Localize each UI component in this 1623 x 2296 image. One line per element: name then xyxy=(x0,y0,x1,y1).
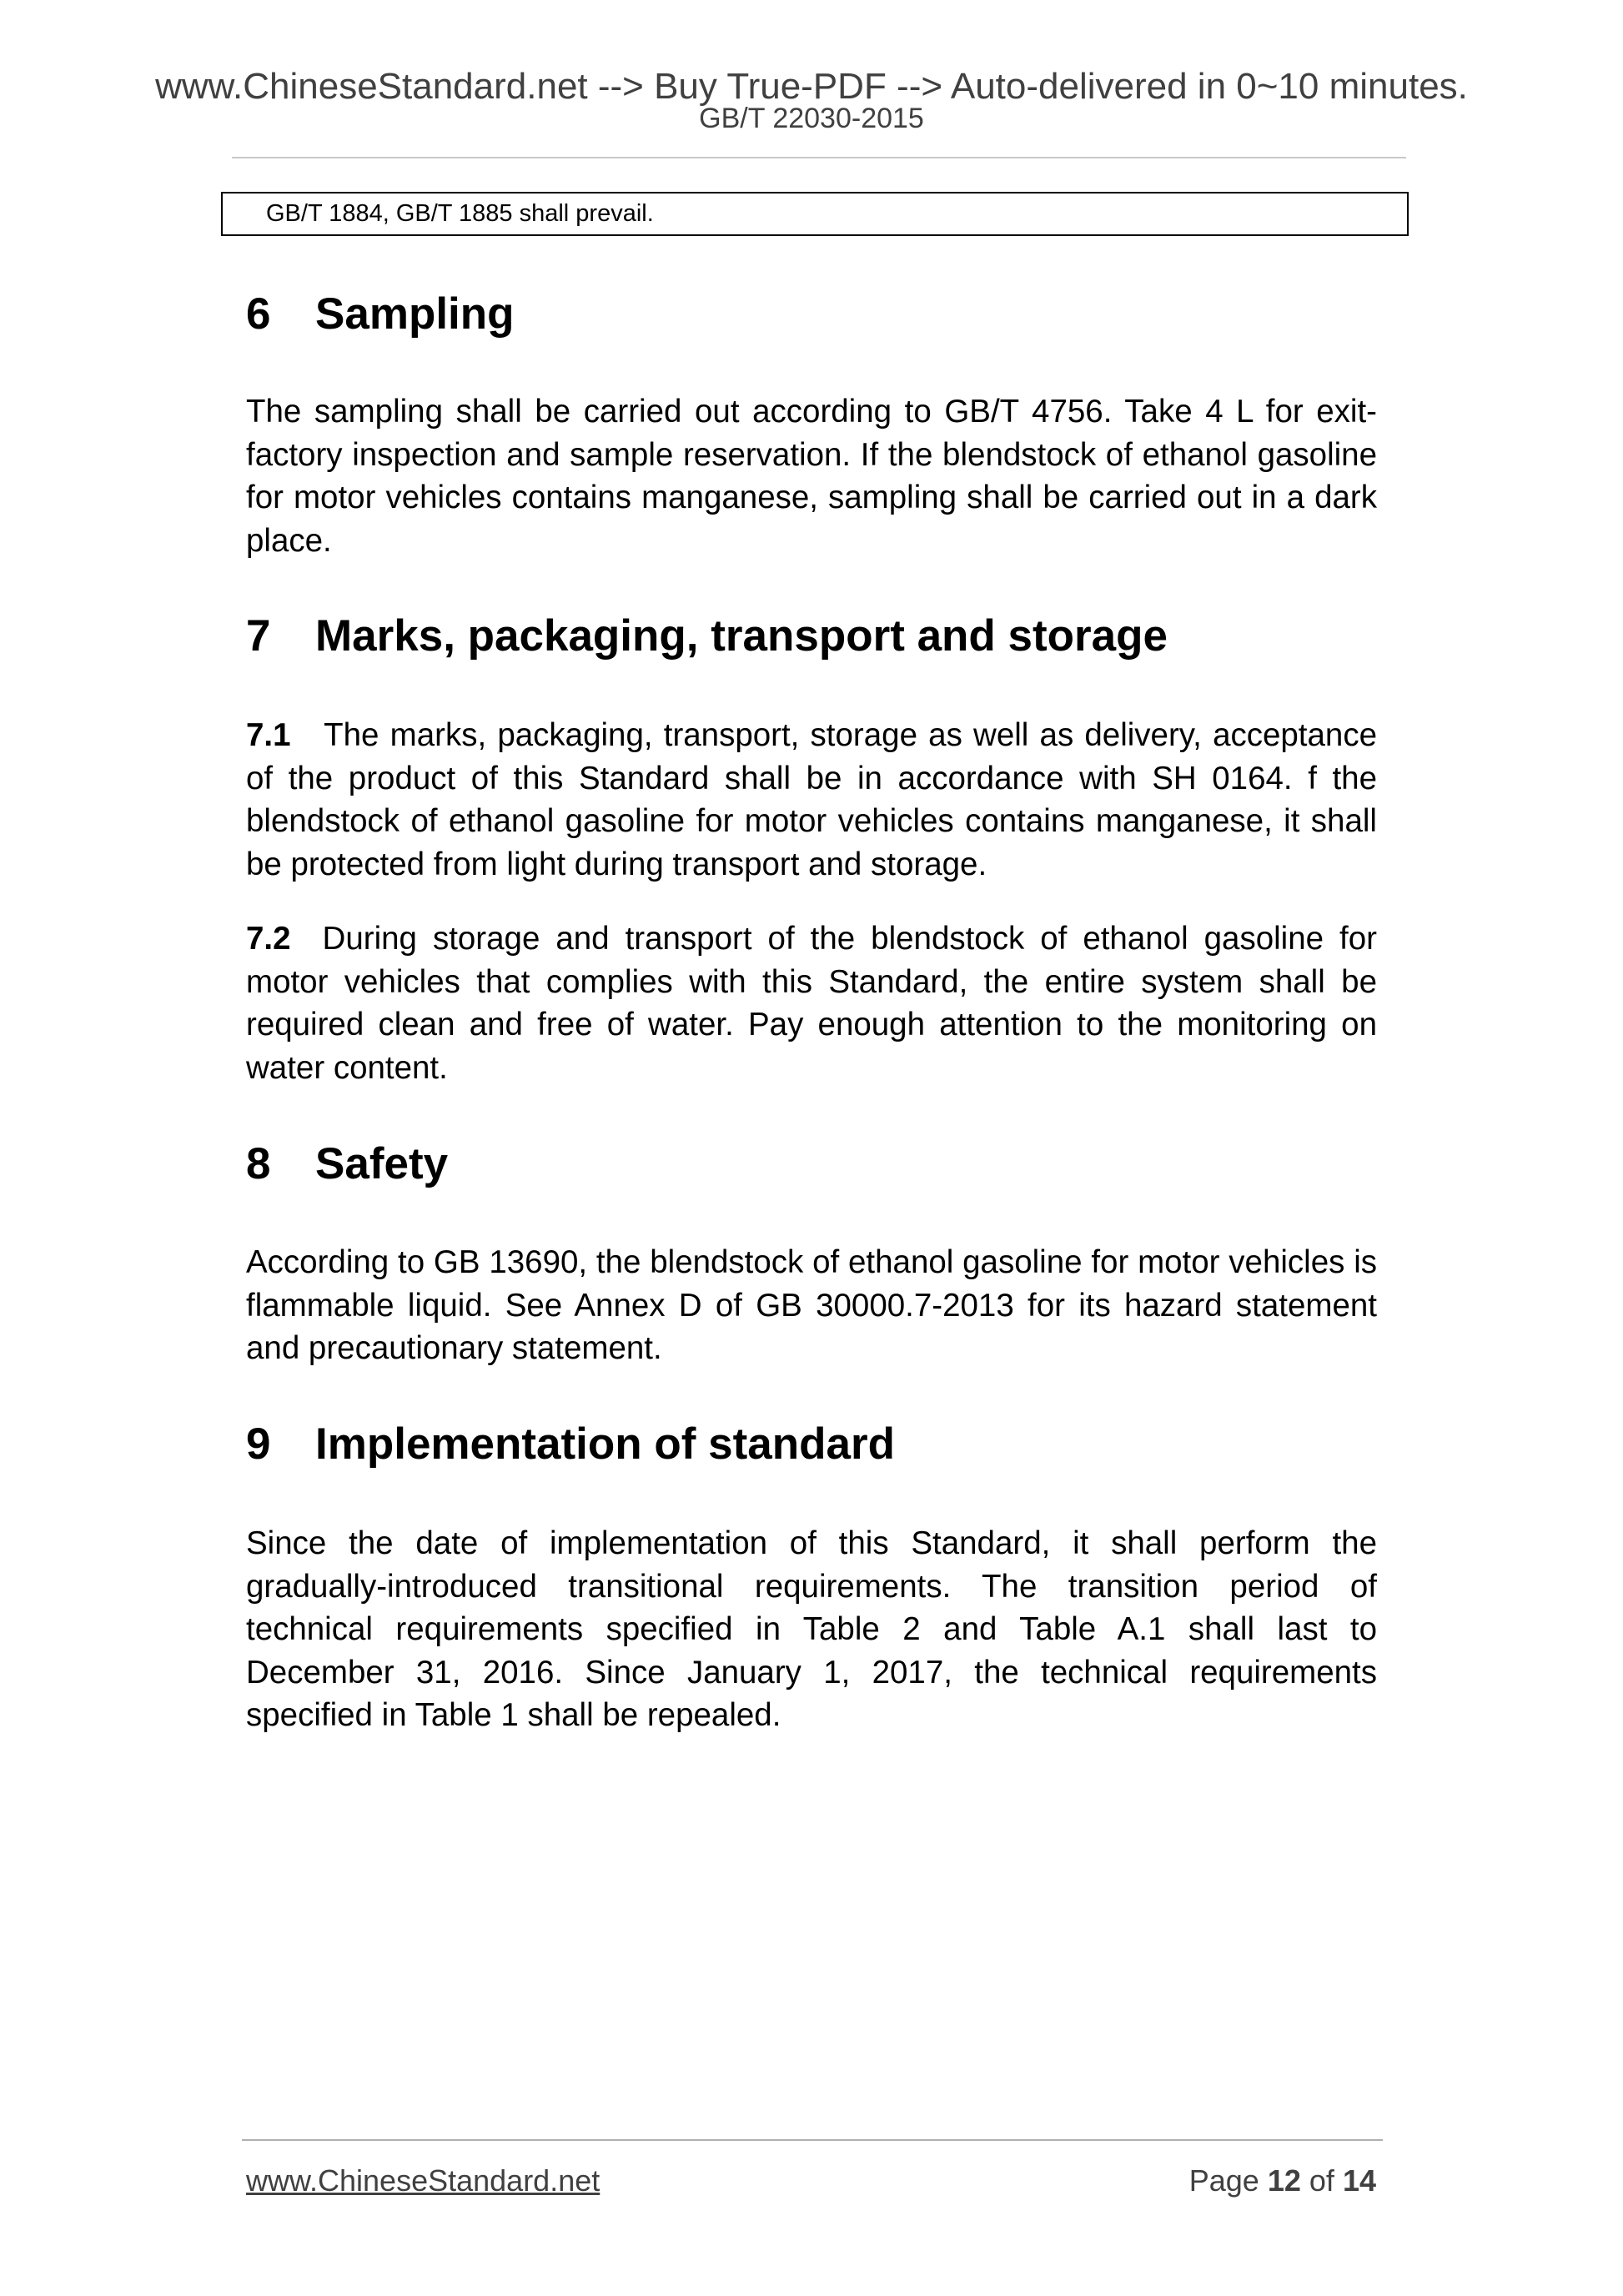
section-9-text: Since the date of implementation of this Standard, it shall perform the gradually-introduced transitional requirements. The transition period of technical requirements specified in Table 2 and Table A.1 shall last to December 31, 2016. Since January 1, 2017, the technical requirements specified in Table 1 shall be repealed. xyxy=(246,1525,1377,1733)
section-number: 6 xyxy=(246,289,271,339)
section-number: 8 xyxy=(246,1139,271,1188)
page-total: 14 xyxy=(1342,2163,1376,2198)
clause-text: During storage and transport of the blendstock of ethanol gasoline for motor vehicles that complies with this Standard, the entire system shall be required clean and free of water. Pay enough attention to the monitoring on water content. xyxy=(246,921,1377,1086)
section-title: Safety xyxy=(315,1139,449,1188)
clause-number: 7.2 xyxy=(246,921,291,957)
section-6-heading xyxy=(246,288,515,341)
section-title: Sampling xyxy=(315,289,515,339)
page-indicator xyxy=(1189,2163,1376,2199)
header-banner: www.ChineseStandard.net --> Buy True-PDF --> Auto-delivered in 0~10 minutes. xyxy=(155,66,1468,107)
section-title: Implementation of standard xyxy=(315,1419,895,1469)
clause-7-1 xyxy=(246,714,1377,886)
header-divider xyxy=(232,157,1406,158)
carry-over-text: GB/T 1884, GB/T 1885 shall prevail. xyxy=(266,200,654,227)
page-of: of xyxy=(1309,2163,1334,2198)
section-6-text: The sampling shall be carried out according to GB/T 4756. Take 4 L for exit-factory inspection and sample reservation. If the blendstock of ethanol gasoline for motor vehicles contains manganese, sampling shall be carried out in a dark place. xyxy=(246,394,1377,559)
page-label: Page xyxy=(1188,2163,1259,2198)
section-number: 9 xyxy=(246,1419,271,1469)
section-8-heading xyxy=(246,1138,448,1191)
section-number: 7 xyxy=(246,611,271,661)
page-current: 12 xyxy=(1267,2163,1301,2198)
clause-number: 7.1 xyxy=(246,717,291,753)
standard-code: GB/T 22030-2015 xyxy=(699,103,924,134)
section-8-text: According to GB 13690, the blendstock of ethanol gasoline for motor vehicles is flammable liquid. See Annex D of GB 30000.7-2013 for its hazard statement and precautionary statement. xyxy=(246,1244,1377,1366)
footer-website-link[interactable]: www.ChineseStandard.net xyxy=(246,2163,600,2198)
clause-text: The marks, packaging, transport, storage as well as delivery, acceptance of the product of this Standard shall be in accordance with SH 0164. f the blendstock of ethanol gasoline for motor vehicles contains manganese, it shall be protected from light during transport and storage. xyxy=(246,717,1377,882)
carry-over-box xyxy=(221,192,1409,236)
section-7-heading xyxy=(246,610,1168,663)
section-9-heading xyxy=(246,1418,895,1471)
footer-divider xyxy=(242,2139,1383,2141)
section-title: Marks, packaging, transport and storage xyxy=(315,611,1168,661)
clause-7-2 xyxy=(246,917,1377,1089)
